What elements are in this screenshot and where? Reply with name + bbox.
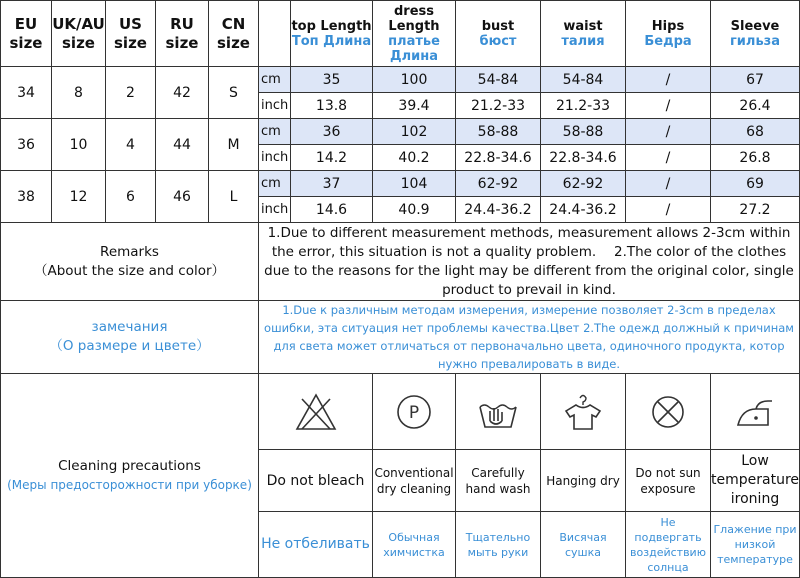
remarks-subtitle-ru: （О размере и цвете） [49,338,210,354]
header-ru-size: RU size [156,1,209,67]
remarks-label-ru [1,301,259,374]
bust-value: 62-92 [456,171,541,197]
remarks-ru-row [1,301,800,374]
table-row [1,119,800,145]
header-bust-ru: бюст [479,33,517,49]
hanging-dry-label: Hanging dry [541,450,626,512]
header-waist-ru: талия [561,33,605,49]
uk-size-value: 12 [52,171,106,223]
low-iron-label: Low temperature ironing [711,450,800,512]
ru-size-value: 44 [156,119,209,171]
dress-length-value: 104 [373,171,456,197]
waist-value: 21.2-33 [541,93,626,119]
hanging-dry-label-ru: Висячая сушка [541,512,626,578]
remarks-subtitle: （About the size and color） [33,262,226,279]
svg-text:P: P [408,402,420,423]
hips-value: / [626,171,711,197]
top-length-value: 14.6 [291,197,373,223]
table-row [1,171,800,197]
hips-value: / [626,93,711,119]
low-iron-cell [711,374,800,450]
ru-size-value: 42 [156,67,209,119]
dry-clean-label: Conventional dry cleaning [373,450,456,512]
hips-value: / [626,67,711,93]
dry-clean-label-ru: Обычная химчистка [373,512,456,578]
no-bleach-label-ru: Не отбеливать [259,512,373,578]
eu-size-value: 38 [1,171,52,223]
hand-wash-label-ru: Тщательно мыть руки [456,512,541,578]
unit-cm: cm [259,119,291,145]
waist-value: 24.4-36.2 [541,197,626,223]
top-length-value: 36 [291,119,373,145]
dress-length-value: 102 [373,119,456,145]
dress-length-value: 40.2 [373,145,456,171]
remarks-label [1,223,259,301]
header-top-length-ru: Топ Длина [291,33,372,49]
header-waist-en: waist [563,18,603,34]
eu-size-value: 34 [1,67,52,119]
header-hips-ru: Бедра [644,33,692,49]
hand-wash-icon [475,391,521,433]
header-sleeve [711,1,800,67]
dry-clean-cell [373,374,456,450]
sleeve-value: 68 [711,119,800,145]
dress-length-value: 40.9 [373,197,456,223]
no-sun-icon [647,391,689,433]
header-waist [541,1,626,67]
waist-value: 22.8-34.6 [541,145,626,171]
header-sleeve-ru: гильза [730,33,780,49]
remarks-text-ru: 1.Due к различным методам измерения, измерение позволяет 2-3cm в пределах ошибки, эта ситуация нет проблемы качества.Цвет 2.The одежд должный к причинам для света может отличаться от первоначально цвета, одиночного продукта, котор нужно превалировать в виде. [259,301,800,374]
header-dress-length-en: dress Length [388,3,440,34]
header-sleeve-en: Sleeve [730,18,780,34]
header-dress-length-ru: платье Длина [388,33,440,64]
remarks-title-ru: замечания [91,319,168,335]
no-bleach-cell [259,374,373,450]
header-bust [456,1,541,67]
no-bleach-icon [293,391,339,433]
hanging-dry-cell [541,374,626,450]
low-iron-label-ru: Глажение при низкой температуре [711,512,800,578]
remarks-row [1,223,800,301]
header-cn-size: CN size [209,1,259,67]
header-row [1,1,800,67]
cleaning-label [1,374,259,578]
unit-inch: inch [259,93,291,119]
us-size-value: 2 [106,67,156,119]
bust-value: 24.4-36.2 [456,197,541,223]
header-us-size: US size [106,1,156,67]
dry-clean-icon [393,391,435,433]
unit-cm: cm [259,171,291,197]
header-uk-size: UK/AU size [52,1,106,67]
bust-value: 22.8-34.6 [456,145,541,171]
hips-value: / [626,197,711,223]
hips-value: / [626,145,711,171]
dress-length-value: 100 [373,67,456,93]
sleeve-value: 26.4 [711,93,800,119]
cleaning-icons-row [1,374,800,450]
header-top-length-en: top Length [291,18,372,34]
header-hips-en: Hips [651,18,685,34]
waist-value: 62-92 [541,171,626,197]
hand-wash-cell [456,374,541,450]
sleeve-value: 26.8 [711,145,800,171]
bust-value: 21.2-33 [456,93,541,119]
header-top-length [291,1,373,67]
us-size-value: 6 [106,171,156,223]
cn-size-value: M [209,119,259,171]
unit-cm: cm [259,67,291,93]
no-bleach-label: Do not bleach [259,450,373,512]
bust-value: 58-88 [456,119,541,145]
no-sun-label-ru: Не подвергать воздействию солнца [626,512,711,578]
cleaning-title: Cleaning precautions [58,457,201,474]
header-eu-size: EU size [1,1,52,67]
table-row [1,67,800,93]
low-iron-icon [732,391,778,433]
waist-value: 54-84 [541,67,626,93]
hips-value: / [626,119,711,145]
hand-wash-label: Carefully hand wash [456,450,541,512]
unit-inch: inch [259,197,291,223]
uk-size-value: 8 [52,67,106,119]
remarks-title: Remarks [100,243,159,260]
cn-size-value: L [209,171,259,223]
cleaning-title-ru: (Меры предосторожности при уборке) [7,477,252,492]
us-size-value: 4 [106,119,156,171]
waist-value: 58-88 [541,119,626,145]
hanging-dry-icon [560,391,606,433]
header-dress-length [373,1,456,67]
top-length-value: 13.8 [291,93,373,119]
remarks-text: 1.Due to different measurement methods, measurement allows 2-3cm within the error, this situation is not a quality problem. 2.The color of the clothes due to the reasons for the light may be different from the original color, single product to prevail in kind. [259,223,800,301]
bust-value: 54-84 [456,67,541,93]
sleeve-value: 67 [711,67,800,93]
ru-size-value: 46 [156,171,209,223]
header-unit [259,1,291,67]
unit-inch: inch [259,145,291,171]
top-length-value: 35 [291,67,373,93]
dress-length-value: 39.4 [373,93,456,119]
no-sun-cell [626,374,711,450]
sleeve-value: 69 [711,171,800,197]
cn-size-value: S [209,67,259,119]
top-length-value: 37 [291,171,373,197]
no-sun-label: Do not sun exposure [626,450,711,512]
eu-size-value: 36 [1,119,52,171]
top-length-value: 14.2 [291,145,373,171]
header-hips [626,1,711,67]
uk-size-value: 10 [52,119,106,171]
header-bust-en: bust [481,18,515,34]
sleeve-value: 27.2 [711,197,800,223]
